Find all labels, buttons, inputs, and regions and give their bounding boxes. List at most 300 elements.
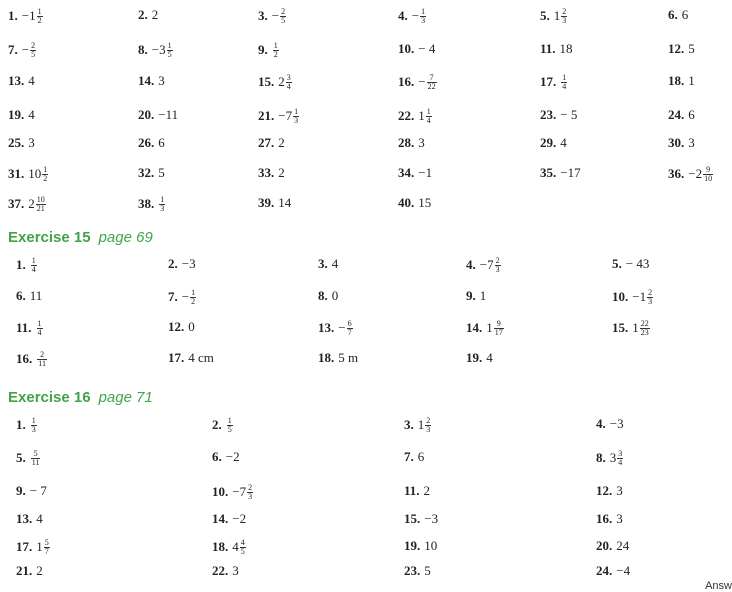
answer-item <box>138 136 165 149</box>
answer-number: 20. <box>596 538 613 553</box>
answer-number: 13. <box>318 319 335 335</box>
answer-item <box>168 351 214 364</box>
answer-item <box>398 166 432 179</box>
fraction-numerator: 1 <box>294 107 299 116</box>
fraction-denominator: 3 <box>421 16 426 26</box>
answer-item <box>398 42 435 55</box>
answer-number: 39. <box>258 195 275 210</box>
answer-number: 3. <box>318 256 328 271</box>
answer-value: 4 <box>28 107 35 122</box>
answer-item <box>212 484 253 502</box>
fraction-numerator: 5 <box>33 449 38 458</box>
fraction-numerator: 2 <box>31 41 36 50</box>
answer-number: 23. <box>540 107 557 122</box>
fraction-denominator: 3 <box>495 265 500 275</box>
answer-item <box>668 74 695 87</box>
answer-number: 1. <box>16 256 26 272</box>
answer-value: 24 <box>616 538 630 553</box>
answer-fraction <box>227 417 233 435</box>
answer-number: 32. <box>138 165 155 180</box>
answer-number: 8. <box>318 288 328 303</box>
answer-fraction <box>30 42 36 60</box>
answer-number: 40. <box>398 195 415 210</box>
fraction-denominator: 23 <box>640 328 649 338</box>
answer-number: 1. <box>8 7 18 23</box>
answer-number: 15. <box>404 511 421 526</box>
fraction-numerator: 2 <box>281 7 286 16</box>
answer-item <box>404 539 437 552</box>
answer-fraction <box>240 539 246 557</box>
fraction-denominator: 10 <box>704 174 713 184</box>
answer-number: 16. <box>596 511 613 526</box>
answer-value: 15 <box>418 195 432 210</box>
answer-number: 3. <box>404 416 414 432</box>
answer-fraction <box>31 417 37 435</box>
fraction-denominator: 2 <box>43 174 48 184</box>
answer-item <box>212 564 239 577</box>
answer-item <box>596 484 623 497</box>
answer-value: 0 <box>188 319 195 334</box>
answer-item <box>398 8 426 26</box>
answer-item <box>398 108 432 126</box>
answer-number: 24. <box>596 563 613 578</box>
answer-value: 10 <box>424 538 438 553</box>
answer-item <box>596 564 630 577</box>
fraction-denominator: 2 <box>273 50 278 60</box>
answer-number: 18. <box>668 73 685 88</box>
answer-number: 34. <box>398 165 415 180</box>
answer-value: −3 <box>151 41 166 57</box>
fraction-numerator: 1 <box>31 256 36 265</box>
answer-item <box>258 166 285 179</box>
fraction-numerator: 1 <box>421 7 426 16</box>
answer-item <box>398 74 437 92</box>
answer-value: 4 <box>36 511 43 526</box>
answer-number: 33. <box>258 165 275 180</box>
answer-number: 12. <box>668 41 685 56</box>
fraction-denominator: 4 <box>618 458 623 468</box>
answer-fraction <box>280 8 286 26</box>
answer-value: − <box>411 7 420 23</box>
answer-value: − <box>181 288 190 304</box>
answer-number: 11. <box>540 41 556 56</box>
answer-value: −2 <box>225 449 240 464</box>
answer-item <box>168 289 196 307</box>
answer-value: 4 <box>28 73 35 88</box>
answer-number: 17. <box>540 73 557 89</box>
answer-item <box>540 166 581 179</box>
answer-number: 22. <box>398 107 415 123</box>
answer-value: −11 <box>158 107 179 122</box>
answer-number: 7. <box>404 449 414 464</box>
answer-value: 2 <box>151 7 159 22</box>
answer-number: 17. <box>168 350 185 365</box>
fraction-denominator: 5 <box>227 425 232 435</box>
answer-number: 22. <box>212 563 229 578</box>
answer-item <box>596 450 623 468</box>
answer-item <box>138 108 178 121</box>
answer-number: 38. <box>138 195 155 211</box>
answer-number: 30. <box>668 135 685 150</box>
answer-item <box>612 257 649 270</box>
answer-value: 5 <box>424 563 431 578</box>
answer-value: 2 <box>423 483 431 498</box>
fraction-numerator: 1 <box>160 195 165 204</box>
answer-fraction <box>31 450 41 468</box>
fraction-numerator: 10 <box>36 195 45 204</box>
fraction-numerator: 1 <box>37 319 42 328</box>
answer-number: 35. <box>540 165 557 180</box>
answer-item <box>540 136 567 149</box>
answer-number: 10. <box>398 41 415 56</box>
answer-number: 15. <box>612 319 629 335</box>
answer-item <box>212 512 246 525</box>
answer-number: 13. <box>8 73 25 88</box>
answer-fraction <box>167 42 173 60</box>
fraction-denominator: 17 <box>494 328 503 338</box>
answer-number: 16. <box>398 73 415 89</box>
answer-value: −7 <box>232 483 247 499</box>
answer-item <box>8 42 36 60</box>
answer-number: 11. <box>404 483 420 498</box>
answer-value: − 7 <box>29 483 47 498</box>
fraction-numerator: 1 <box>191 288 196 297</box>
answer-number: 9. <box>16 483 26 498</box>
answer-fraction <box>36 196 46 214</box>
answer-value: − 43 <box>625 256 650 271</box>
answer-item <box>8 108 35 121</box>
fraction-denominator: 4 <box>426 116 431 126</box>
answer-fraction <box>640 320 650 338</box>
answer-number: 21. <box>16 563 33 578</box>
answer-number: 4. <box>466 256 476 272</box>
answer-item <box>466 289 486 302</box>
answer-item <box>612 320 650 338</box>
answer-fraction <box>286 74 292 92</box>
answer-value: − <box>21 41 30 57</box>
answer-item <box>8 74 35 87</box>
answer-value: 1 <box>688 73 695 88</box>
answer-number: 10. <box>612 288 629 304</box>
answer-item <box>466 320 504 338</box>
fraction-numerator: 2 <box>248 483 253 492</box>
answer-number: 5. <box>540 7 550 23</box>
answer-number: 5. <box>16 449 26 465</box>
answer-item <box>404 564 431 577</box>
answer-number: 4. <box>596 416 606 431</box>
answer-item <box>404 512 438 525</box>
answer-number: 9. <box>258 41 268 57</box>
answer-value: −1 <box>21 7 36 23</box>
answer-item <box>138 8 158 21</box>
exercise-16-title: Exercise 16 <box>8 389 91 406</box>
answer-number: 37. <box>8 195 25 211</box>
answer-item <box>138 74 165 87</box>
answer-item <box>8 136 35 149</box>
fraction-numerator: 1 <box>426 107 431 116</box>
answer-value: −1 <box>418 165 433 180</box>
answer-value: −17 <box>560 165 581 180</box>
answer-number: 19. <box>404 538 421 553</box>
answer-number: 20. <box>138 107 155 122</box>
fraction-denominator: 7 <box>44 547 49 557</box>
answer-number: 6. <box>212 449 222 464</box>
answer-value: − 4 <box>418 41 436 56</box>
answer-item <box>540 8 567 26</box>
answer-value: 3 <box>232 563 239 578</box>
answer-value: 1 <box>418 107 425 123</box>
answer-item <box>540 42 573 55</box>
answer-number: 11. <box>16 319 32 335</box>
answer-item <box>168 257 196 270</box>
answer-fraction <box>31 257 37 275</box>
answer-value: 4 cm <box>188 350 214 365</box>
exercise-15-heading <box>8 229 153 246</box>
answer-number: 14. <box>212 511 229 526</box>
answer-value: 3 <box>688 135 695 150</box>
answer-fraction <box>703 166 713 184</box>
answer-value: −2 <box>688 165 703 181</box>
answer-value: 4 <box>331 256 339 271</box>
answer-item <box>258 8 286 26</box>
answer-value: 5 m <box>338 350 359 365</box>
answer-item <box>16 450 40 468</box>
answer-item <box>8 8 43 26</box>
answer-item <box>258 42 279 60</box>
answer-number: 16. <box>16 350 33 366</box>
answer-number: 8. <box>596 449 606 465</box>
answer-value: 2 <box>278 165 285 180</box>
fraction-numerator: 1 <box>43 165 48 174</box>
answer-value: − <box>418 73 426 89</box>
answer-value: 3 <box>418 135 425 150</box>
fraction-denominator: 2 <box>37 16 42 26</box>
answer-number: 5. <box>612 256 622 271</box>
answer-item <box>212 539 246 557</box>
answer-number: 8. <box>138 41 148 57</box>
answer-value: −3 <box>609 416 624 431</box>
answer-item <box>466 351 493 364</box>
answer-value: − <box>271 7 280 23</box>
fraction-denominator: 5 <box>240 547 245 557</box>
answer-number: 25. <box>8 135 25 150</box>
answer-item <box>404 450 424 463</box>
exercise-15-title: Exercise 15 <box>8 229 91 246</box>
answer-value: 1 <box>553 7 561 23</box>
answer-value: 3 <box>28 135 35 150</box>
answer-fraction <box>37 351 47 369</box>
fraction-numerator: 1 <box>167 41 172 50</box>
answer-number: 2. <box>138 7 148 22</box>
answer-fraction <box>37 320 43 338</box>
answer-item <box>318 320 353 338</box>
fraction-numerator: 4 <box>240 538 245 547</box>
answer-number: 26. <box>138 135 155 150</box>
answer-fraction <box>273 42 279 60</box>
answer-item <box>318 351 358 364</box>
answer-value: 14 <box>278 195 292 210</box>
answer-value: −2 <box>232 511 247 526</box>
fraction-numerator: 3 <box>286 73 291 82</box>
answer-item <box>258 108 299 126</box>
answer-item <box>596 512 623 525</box>
fraction-numerator: 5 <box>44 538 49 547</box>
exercise-16-page: page 71 <box>98 389 153 406</box>
answer-item <box>138 42 173 60</box>
answer-value: 3 <box>616 483 623 498</box>
answer-item <box>318 257 338 270</box>
fraction-numerator: 2 <box>495 256 500 265</box>
answer-item <box>668 136 695 149</box>
answer-item <box>540 74 567 92</box>
answer-value: 3 <box>609 449 617 465</box>
fraction-denominator: 3 <box>31 425 36 435</box>
answer-number: 17. <box>16 538 33 554</box>
answer-item <box>398 136 425 149</box>
answer-fraction <box>159 196 165 214</box>
answer-item <box>16 484 47 497</box>
answer-number: 2. <box>168 256 178 271</box>
fraction-denominator: 11 <box>31 458 40 468</box>
answer-value: 4 <box>232 538 239 554</box>
answer-fraction <box>561 8 567 26</box>
answer-value: 3 <box>158 73 165 88</box>
answer-fraction <box>426 108 432 126</box>
answer-number: 24. <box>668 107 685 122</box>
answer-value: 6 <box>417 449 425 464</box>
answer-value: 5 <box>688 41 695 56</box>
answer-value: −3 <box>424 511 439 526</box>
fraction-numerator: 2 <box>426 416 431 425</box>
answer-number: 14. <box>466 319 483 335</box>
answer-value: 1 <box>479 288 487 303</box>
answer-fraction <box>425 417 431 435</box>
answer-number: 12. <box>168 319 185 334</box>
answer-item <box>668 42 695 55</box>
fraction-numerator: 3 <box>618 449 623 458</box>
fraction-numerator: 2 <box>648 288 653 297</box>
answer-value: 0 <box>331 288 339 303</box>
answer-item <box>668 166 713 184</box>
answer-fraction <box>42 166 48 184</box>
answer-value: 4 <box>560 135 567 150</box>
answer-fraction <box>44 539 50 557</box>
answer-item <box>258 196 291 209</box>
answer-item <box>258 136 285 149</box>
answer-value: −3 <box>181 256 196 271</box>
answer-item <box>16 512 43 525</box>
answer-fraction <box>617 450 623 468</box>
answer-item <box>404 484 430 497</box>
answer-number: 31. <box>8 165 25 181</box>
answer-item <box>16 539 50 557</box>
answer-value: 6 <box>158 135 165 150</box>
answer-item <box>16 351 47 369</box>
answer-item <box>212 417 233 435</box>
fraction-numerator: 2 <box>40 350 45 359</box>
fraction-denominator: 3 <box>160 204 165 214</box>
answer-item <box>596 539 629 552</box>
answer-fraction <box>494 320 504 338</box>
fraction-numerator: 1 <box>227 416 232 425</box>
answer-item <box>318 289 338 302</box>
answer-number: 29. <box>540 135 557 150</box>
answer-item <box>466 257 501 275</box>
answer-item <box>16 417 37 435</box>
answer-number: 6. <box>668 7 678 22</box>
answer-item <box>168 320 195 333</box>
fraction-numerator: 9 <box>706 165 711 174</box>
answer-value: 1 <box>417 416 425 432</box>
answer-item <box>612 289 653 307</box>
answer-number: 6. <box>16 288 26 303</box>
answer-number: 28. <box>398 135 415 150</box>
answer-number: 7. <box>168 288 178 304</box>
answer-value: 3 <box>616 511 623 526</box>
answer-number: 19. <box>466 350 483 365</box>
answer-value: 1 <box>486 319 493 335</box>
answer-fraction <box>293 108 299 126</box>
fraction-denominator: 21 <box>36 204 45 214</box>
answer-number: 19. <box>8 107 25 122</box>
answer-value: 2 <box>278 135 285 150</box>
fraction-numerator: 9 <box>496 319 501 328</box>
answer-value: 10 <box>28 165 42 181</box>
answer-item <box>16 257 37 275</box>
exercise-15-page: page 69 <box>98 229 153 246</box>
answer-item <box>596 417 624 430</box>
answer-item <box>138 166 165 179</box>
answer-fraction <box>347 320 353 338</box>
answer-item <box>668 108 695 121</box>
answer-number: 13. <box>16 511 33 526</box>
answer-item <box>8 196 46 214</box>
answer-fraction <box>37 8 43 26</box>
answer-value: 2 <box>278 73 285 89</box>
answer-number: 18. <box>212 538 229 554</box>
fraction-denominator: 5 <box>31 50 36 60</box>
answer-value: − <box>338 319 346 335</box>
fraction-denominator: 3 <box>648 297 653 307</box>
fraction-denominator: 11 <box>38 359 46 369</box>
answer-value: 1 <box>632 319 639 335</box>
fraction-denominator: 22 <box>427 82 436 92</box>
fraction-denominator: 4 <box>286 82 291 92</box>
fraction-denominator: 5 <box>167 50 172 60</box>
answer-number: 9. <box>466 288 476 303</box>
answer-number: 2. <box>212 416 222 432</box>
answer-item <box>16 289 42 302</box>
answer-item <box>668 8 688 21</box>
answer-value: −7 <box>479 256 494 272</box>
answer-number: 36. <box>668 165 685 181</box>
answer-number: 3. <box>258 7 268 23</box>
fraction-denominator: 4 <box>37 328 42 338</box>
exercise-16-heading <box>8 389 153 406</box>
fraction-denominator: 5 <box>281 16 286 26</box>
fraction-numerator: 6 <box>347 319 352 328</box>
answer-item <box>540 108 577 121</box>
answer-item <box>16 564 43 577</box>
fraction-denominator: 3 <box>426 425 431 435</box>
answer-number: 14. <box>138 73 155 88</box>
answer-number: 18. <box>318 350 335 365</box>
answer-value: −4 <box>616 563 631 578</box>
answer-fraction <box>247 484 253 502</box>
answer-value: − 5 <box>560 107 578 122</box>
fraction-denominator: 4 <box>31 265 36 275</box>
answer-value: 18 <box>559 41 573 56</box>
